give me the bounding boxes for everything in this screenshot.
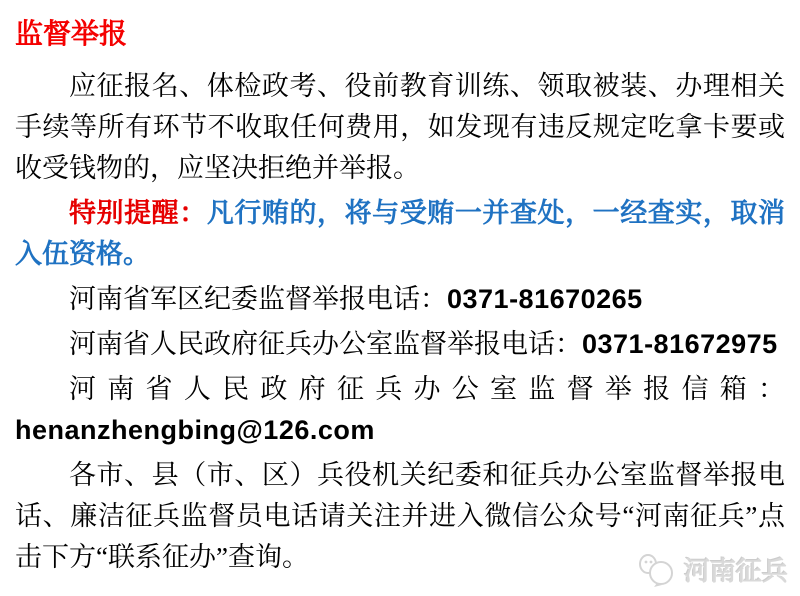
paragraph-local-contacts: 各市、县（市、区）兵役机关纪委和征兵办公室监督举报电话、廉洁征兵监督员电话请关注并进入微信公众号“河南征兵”点击下方“联系征办”查询。 xyxy=(15,460,785,572)
mailbox-email: henanzhengbing@126.com xyxy=(15,415,375,445)
watermark-label: 河南征兵 xyxy=(683,556,788,586)
special-reminder-text: 凡行贿的，将与受贿一并查处，一经查实，取消入伍资格。 xyxy=(15,198,786,269)
military-phone-label: 河南省军区纪委监督举报电话： xyxy=(69,284,447,314)
paragraph-military-phone xyxy=(15,279,785,320)
paragraph-special-reminder xyxy=(15,193,785,275)
government-phone-label: 河南省人民政府征兵办公室监督举报电话： xyxy=(69,329,582,359)
page-title: 监督举报 xyxy=(15,18,128,49)
paragraph-mailbox xyxy=(15,369,785,451)
mailbox-label: 河南省人民政府征兵办公室监督举报信箱： xyxy=(69,374,785,404)
paragraph-fees-notice: 应征报名、体检政考、役前教育训练、领取被装、办理相关手续等所有环节不收取任何费用，如发现有违反规定吃拿卡要或收受钱物的，应坚决拒绝并举报。 xyxy=(15,71,785,183)
government-phone-number: 0371-81672975 xyxy=(582,329,778,359)
paragraph-government-phone xyxy=(15,324,785,365)
watermark xyxy=(637,551,788,588)
military-phone-number: 0371-81670265 xyxy=(447,284,643,314)
special-reminder-label: 特别提醒： xyxy=(69,198,207,228)
mascot-icon xyxy=(637,552,679,588)
